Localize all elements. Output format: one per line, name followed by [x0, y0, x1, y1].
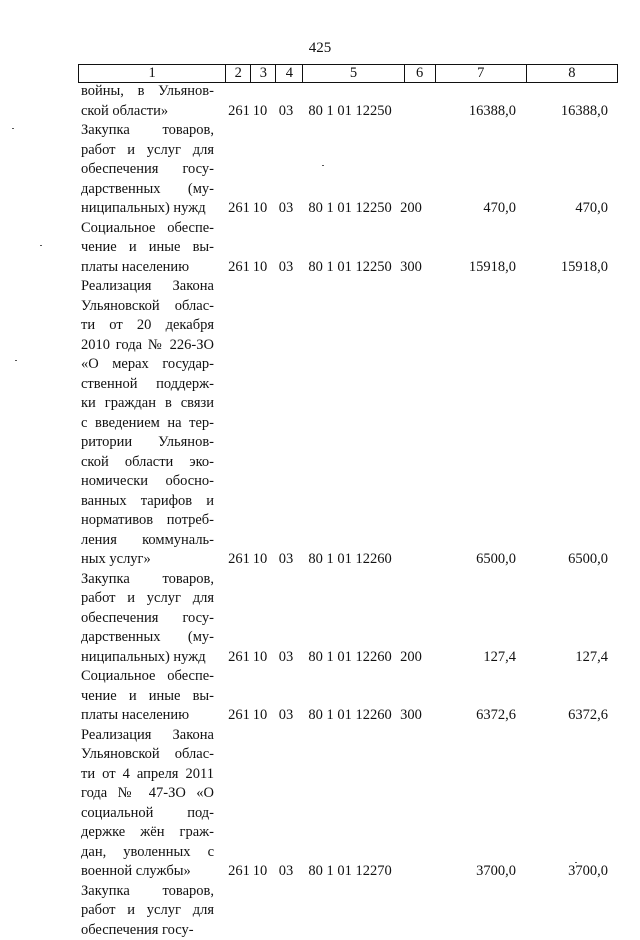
- description-line: Реализация Закона: [81, 726, 214, 746]
- description-line: платы населению: [81, 258, 214, 278]
- description-line: Реализация Закона: [81, 277, 214, 297]
- description-line: обеспечения госу-: [81, 609, 214, 629]
- description-line: номически обосно-: [81, 472, 214, 492]
- description-line: дан, уволенных с: [81, 843, 214, 863]
- table-row: [78, 219, 618, 278]
- description-line: Закупка товаров,: [81, 570, 214, 590]
- description-line: обеспечения госу-: [81, 921, 214, 940]
- description-line: Закупка товаров,: [81, 121, 214, 141]
- table-row: [78, 277, 618, 570]
- cell-col-8: 16388,0: [518, 102, 608, 122]
- column-header-7: 7: [435, 65, 526, 83]
- description-line: ти от 4 апреля 2011: [81, 765, 214, 785]
- cell-col-4: 03: [274, 102, 298, 122]
- row-description: [81, 277, 214, 570]
- description-line: обеспечения госу-: [81, 160, 214, 180]
- row-description: [81, 82, 214, 121]
- column-header-8: 8: [526, 65, 617, 83]
- description-line: военной службы»: [81, 862, 214, 882]
- cell-col-5: 80 1 01 12250: [300, 258, 400, 278]
- cell-col-7: 127,4: [428, 648, 516, 668]
- description-line: Социальное обеспе-: [81, 219, 214, 239]
- cell-col-4: 03: [274, 862, 298, 882]
- row-description: [81, 219, 214, 278]
- description-line: социальной под-: [81, 804, 214, 824]
- cell-col-2: 261: [224, 648, 254, 668]
- cell-col-7: 15918,0: [428, 258, 516, 278]
- scan-speck: [12, 128, 14, 129]
- cell-col-8: 127,4: [518, 648, 608, 668]
- description-line: ниципальных) нужд: [81, 199, 214, 219]
- column-header-1: 1: [79, 65, 226, 83]
- description-line: Социальное обеспе-: [81, 667, 214, 687]
- description-line: работ и услуг для: [81, 141, 214, 161]
- description-line: ных услуг»: [81, 550, 214, 570]
- cell-col-8: 470,0: [518, 199, 608, 219]
- page-number: 425: [0, 40, 640, 57]
- description-line: ки граждан в связи: [81, 394, 214, 414]
- row-description: [81, 882, 214, 940]
- cell-col-2: 261: [224, 706, 254, 726]
- cell-col-5: 80 1 01 12260: [300, 648, 400, 668]
- description-line: Ульяновской облас-: [81, 745, 214, 765]
- cell-col-6: 300: [396, 706, 426, 726]
- description-line: дарственных (му-: [81, 628, 214, 648]
- cell-col-3: 10: [248, 258, 272, 278]
- scan-speck: [322, 165, 324, 166]
- row-description: [81, 570, 214, 668]
- cell-col-8: 15918,0: [518, 258, 608, 278]
- description-line: ственной поддерж-: [81, 375, 214, 395]
- table-row: [78, 882, 618, 940]
- description-line: 2010 года № 226-ЗО: [81, 336, 214, 356]
- cell-col-8: 3700,0: [518, 862, 608, 882]
- cell-col-6: 300: [396, 258, 426, 278]
- cell-col-6: 200: [396, 199, 426, 219]
- description-line: ванных тарифов и: [81, 492, 214, 512]
- cell-col-5: 80 1 01 12270: [300, 862, 400, 882]
- column-header-6: 6: [404, 65, 435, 83]
- description-line: чение и иные вы-: [81, 238, 214, 258]
- description-line: войны, в Ульянов-: [81, 82, 214, 102]
- cell-col-2: 261: [224, 862, 254, 882]
- cell-col-2: 261: [224, 199, 254, 219]
- cell-col-4: 03: [274, 199, 298, 219]
- table-row: [78, 570, 618, 668]
- table-row: [78, 82, 618, 121]
- table-row: [78, 726, 618, 882]
- description-line: нормативов потреб-: [81, 511, 214, 531]
- description-line: ления коммуналь-: [81, 531, 214, 551]
- cell-col-4: 03: [274, 550, 298, 570]
- description-line: работ и услуг для: [81, 589, 214, 609]
- column-header-2: 2: [226, 65, 251, 83]
- column-header-4: 4: [276, 65, 303, 83]
- row-description: [81, 726, 214, 882]
- description-line: дарственных (му-: [81, 180, 214, 200]
- description-line: Ульяновской облас-: [81, 297, 214, 317]
- scan-speck: [575, 862, 577, 863]
- cell-col-3: 10: [248, 199, 272, 219]
- cell-col-6: 200: [396, 648, 426, 668]
- description-line: работ и услуг для: [81, 901, 214, 921]
- cell-col-7: 6500,0: [428, 550, 516, 570]
- cell-col-8: 6500,0: [518, 550, 608, 570]
- cell-col-5: 80 1 01 12250: [300, 102, 400, 122]
- cell-col-5: 80 1 01 12250: [300, 199, 400, 219]
- column-header-5: 5: [303, 65, 404, 83]
- row-description: [81, 121, 214, 219]
- cell-col-2: 261: [224, 550, 254, 570]
- column-header-3: 3: [251, 65, 276, 83]
- table-row: [78, 121, 618, 219]
- description-line: с введением на тер-: [81, 414, 214, 434]
- table-row: [78, 667, 618, 726]
- cell-col-4: 03: [274, 648, 298, 668]
- cell-col-4: 03: [274, 258, 298, 278]
- description-line: платы населению: [81, 706, 214, 726]
- description-line: ской области эко-: [81, 453, 214, 473]
- cell-col-2: 261: [224, 102, 254, 122]
- cell-col-3: 10: [248, 648, 272, 668]
- scan-speck: [15, 360, 17, 361]
- description-line: года № 47-ЗО «О: [81, 784, 214, 804]
- description-line: ти от 20 декабря: [81, 316, 214, 336]
- description-line: держке жён граж-: [81, 823, 214, 843]
- description-line: чение и иные вы-: [81, 687, 214, 707]
- scan-speck: [40, 245, 42, 246]
- description-line: ской области»: [81, 102, 214, 122]
- description-line: «О мерах государ-: [81, 355, 214, 375]
- cell-col-4: 03: [274, 706, 298, 726]
- description-line: ниципальных) нужд: [81, 648, 214, 668]
- cell-col-2: 261: [224, 258, 254, 278]
- cell-col-5: 80 1 01 12260: [300, 706, 400, 726]
- cell-col-5: 80 1 01 12260: [300, 550, 400, 570]
- cell-col-7: 16388,0: [428, 102, 516, 122]
- column-header-row: [78, 64, 618, 83]
- cell-col-3: 10: [248, 706, 272, 726]
- row-description: [81, 667, 214, 726]
- cell-col-3: 10: [248, 102, 272, 122]
- cell-col-7: 470,0: [428, 199, 516, 219]
- cell-col-7: 3700,0: [428, 862, 516, 882]
- description-line: Закупка товаров,: [81, 882, 214, 902]
- cell-col-8: 6372,6: [518, 706, 608, 726]
- description-line: ритории Ульянов-: [81, 433, 214, 453]
- cell-col-3: 10: [248, 550, 272, 570]
- cell-col-7: 6372,6: [428, 706, 516, 726]
- cell-col-3: 10: [248, 862, 272, 882]
